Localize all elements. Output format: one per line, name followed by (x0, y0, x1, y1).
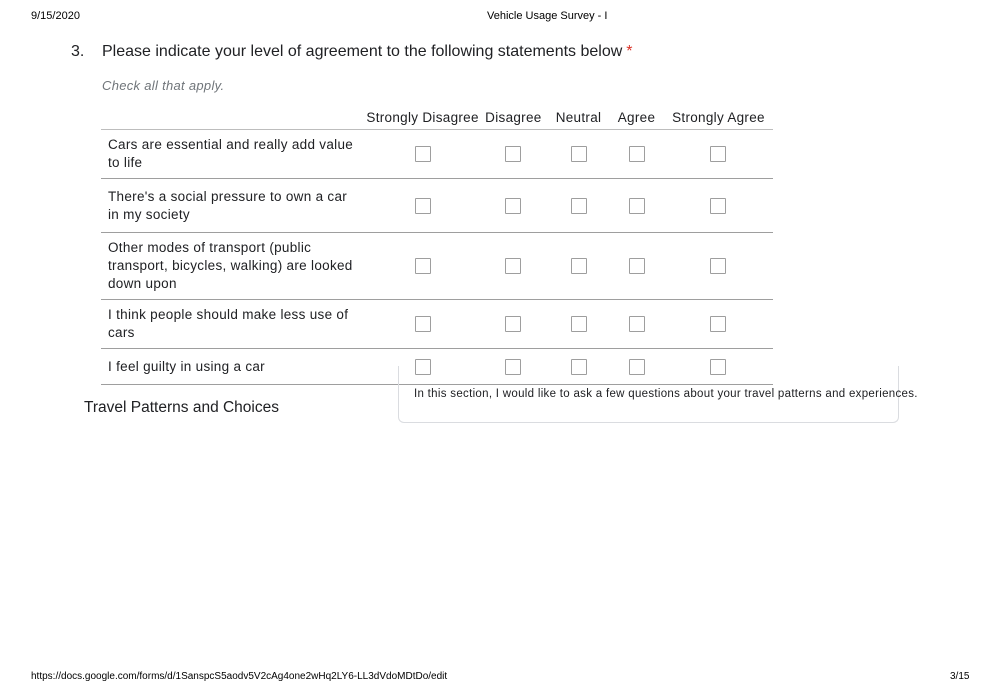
column-header-agree: Agree (617, 109, 656, 125)
grid-row (101, 130, 773, 179)
checkbox-disagree[interactable] (505, 146, 521, 162)
grid-cell (479, 233, 548, 300)
checkbox-agree[interactable] (629, 258, 645, 274)
grid-cell (366, 130, 478, 179)
checkbox-strongly-agree[interactable] (710, 316, 726, 332)
grid-cell (548, 233, 609, 300)
print-footer-page-number: 3/15 (950, 671, 970, 682)
checkbox-strongly-agree[interactable] (710, 146, 726, 162)
checkbox-strongly-disagree[interactable] (415, 198, 431, 214)
section-description-card (398, 366, 918, 423)
grid-cell (609, 300, 664, 349)
checkbox-strongly-agree[interactable] (710, 258, 726, 274)
row-label: There's a social pressure to own a car in my society (108, 188, 348, 222)
section-title: Travel Patterns and Choices (84, 399, 279, 416)
grid-cell (366, 233, 478, 300)
grid-row (101, 179, 773, 233)
checkbox-strongly-disagree[interactable] (415, 258, 431, 274)
grid-cell (664, 233, 773, 300)
checkbox-strongly-agree[interactable] (710, 198, 726, 214)
grid-cell (548, 179, 609, 233)
grid-cell (366, 300, 478, 349)
print-footer-url: https://docs.google.com/forms/d/1SanspcS5aodv5V2cAg4one2wHq2LY6-LL3dVdoMDtDo/edit (31, 671, 448, 682)
question-title (102, 43, 633, 61)
grid-cell (548, 300, 609, 349)
row-label: I think people should make less use of cars (108, 307, 349, 340)
row-label: Cars are essential and really add value to life (108, 137, 354, 170)
grid-cell (479, 300, 548, 349)
print-header-date: 9/15/2020 (31, 10, 80, 22)
column-header-strongly-disagree: Strongly Disagree (366, 109, 479, 125)
column-header-disagree: Disagree (485, 109, 542, 125)
checkbox-strongly-disagree[interactable] (415, 316, 431, 332)
column-header-neutral: Neutral (555, 109, 602, 125)
checkbox-neutral[interactable] (571, 198, 587, 214)
question-title-text: Please indicate your level of agreement to the following statements below (102, 43, 623, 60)
grid-row (101, 233, 773, 300)
question-number: 3. (71, 43, 85, 60)
checkbox-agree[interactable] (629, 198, 645, 214)
checkbox-agree[interactable] (629, 316, 645, 332)
grid-cell (609, 233, 664, 300)
grid-cell (479, 130, 548, 179)
grid-header-row (101, 105, 773, 130)
checkbox-neutral[interactable] (571, 146, 587, 162)
checkbox-agree[interactable] (629, 146, 645, 162)
grid-cell (609, 130, 664, 179)
checkbox-disagree[interactable] (505, 316, 521, 332)
grid-cell (664, 300, 773, 349)
checkbox-grid (101, 105, 773, 385)
question-hint: Check all that apply. (102, 78, 225, 93)
section-description: In this section, I would like to ask a few questions about your travel patterns and experiences. (414, 388, 918, 400)
grid-row (101, 300, 773, 349)
required-marker: * (626, 43, 633, 60)
checkbox-strongly-disagree[interactable] (415, 146, 431, 162)
checkbox-neutral[interactable] (571, 316, 587, 332)
checkbox-neutral[interactable] (571, 258, 587, 274)
grid-cell (548, 130, 609, 179)
column-header-strongly-agree: Strongly Agree (672, 109, 765, 125)
row-label: I feel guilty in using a car (108, 358, 265, 374)
grid-cell (479, 179, 548, 233)
grid-corner (101, 105, 366, 130)
grid-cell (609, 179, 664, 233)
grid-cell (664, 130, 773, 179)
grid-cell (366, 179, 478, 233)
print-header-title: Vehicle Usage Survey - I (487, 10, 608, 22)
checkbox-disagree[interactable] (505, 198, 521, 214)
grid-cell (664, 179, 773, 233)
row-label: Other modes of transport (public transport, bicycles, walking) are looked down upon (108, 240, 353, 291)
checkbox-disagree[interactable] (505, 258, 521, 274)
